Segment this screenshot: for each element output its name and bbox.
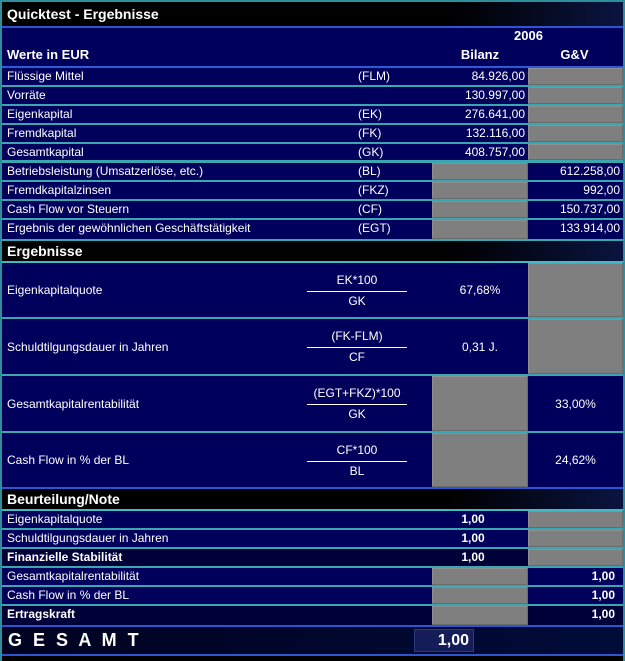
ratio-formula	[282, 376, 432, 431]
grand-total-value-cell[interactable]: 1,00	[414, 629, 474, 652]
bilanz-note-cell[interactable]: 1,00	[461, 531, 485, 545]
row-code	[358, 87, 432, 104]
gv-value-cell[interactable]: 612.258,00	[559, 164, 620, 178]
gv-locked-cell	[528, 530, 623, 547]
bilanz-locked-cell	[432, 587, 528, 604]
balance-input-section	[2, 68, 623, 163]
row-label: Vorräte	[7, 88, 46, 102]
column-header-gv: G&V	[560, 47, 589, 62]
values-unit-label: Werte in EUR	[7, 47, 90, 62]
fraction-line	[307, 404, 407, 405]
spacer	[358, 568, 432, 585]
gv-locked-cell	[528, 87, 623, 104]
gv-locked-cell	[528, 125, 623, 142]
gv-locked-cell	[528, 106, 623, 123]
formula-denominator: GK	[348, 407, 366, 421]
row-code: (GK)	[358, 145, 384, 159]
row-label: Flüssige Mittel	[7, 69, 84, 83]
row-label: Eigenkapital	[7, 107, 73, 121]
bilanz-locked-cell	[432, 182, 528, 199]
bilanz-value-cell[interactable]: 84.926,00	[471, 69, 525, 83]
spacer	[358, 549, 432, 566]
bilanz-result-cell[interactable]: 0,31 J.	[461, 339, 499, 354]
gv-locked-cell	[528, 144, 623, 160]
gv-locked-cell	[528, 511, 623, 528]
bilanz-locked-cell	[432, 163, 528, 180]
row-label: Gesamtkapital	[7, 145, 84, 159]
gv-value-cell[interactable]: 992,00	[583, 183, 620, 197]
ratio-formula	[282, 319, 432, 374]
bilanz-locked-cell	[432, 606, 528, 625]
row-code: (EK)	[358, 107, 382, 121]
results-section	[2, 263, 623, 487]
column-header	[2, 28, 623, 68]
row-label: Ergebnis der gewöhnlichen Geschäftstätigkeit	[7, 221, 251, 235]
spacer	[358, 587, 432, 604]
gv-result-cell[interactable]: 33,00%	[555, 396, 596, 411]
note-label: Ertragskraft	[7, 607, 76, 621]
fraction-line	[307, 347, 407, 348]
table-row	[2, 144, 623, 163]
sheet-title-bar	[2, 2, 623, 28]
note-label: Gesamtkapitalrentabilität	[7, 569, 140, 583]
ratio-formula	[282, 263, 432, 317]
note-row	[2, 530, 623, 549]
grand-total-row	[2, 625, 623, 656]
column-header-bilanz: Bilanz	[460, 47, 500, 62]
bilanz-value-cell[interactable]: 130.997,00	[464, 88, 525, 102]
results-section-title: Ergebnisse	[7, 243, 83, 259]
fraction-line	[307, 291, 407, 292]
note-label: Eigenkapitalquote	[7, 512, 103, 526]
table-row	[2, 87, 623, 106]
table-row	[2, 68, 623, 87]
table-row	[2, 201, 623, 220]
spacer	[358, 606, 432, 625]
ratio-label: Cash Flow in % der BL	[7, 453, 130, 467]
row-code: (FLM)	[358, 69, 390, 83]
spacer	[358, 511, 432, 528]
gv-note-cell[interactable]: 1,00	[591, 569, 615, 583]
bilanz-locked-cell	[432, 376, 528, 431]
ratio-formula	[282, 433, 432, 487]
formula-denominator: BL	[349, 463, 365, 478]
row-label: Cash Flow vor Steuern	[7, 202, 130, 216]
row-code: (CF)	[358, 202, 382, 216]
formula-denominator: CF	[349, 350, 365, 364]
bilanz-result-cell[interactable]: 67,68%	[459, 283, 501, 297]
table-row	[2, 220, 623, 239]
bilanz-locked-cell	[432, 568, 528, 585]
bottom-margin	[2, 656, 623, 661]
note-row	[2, 587, 623, 606]
row-code: (EGT)	[358, 221, 391, 235]
formula-numerator: (EGT+FKZ)*100	[313, 386, 401, 400]
table-row	[2, 163, 623, 182]
bilanz-locked-cell	[432, 220, 528, 239]
gv-note-cell[interactable]: 1,00	[591, 607, 615, 621]
row-code: (FKZ)	[358, 183, 389, 197]
ratio-label: Eigenkapitalquote	[7, 283, 103, 297]
row-label: Fremdkapitalzinsen	[7, 183, 112, 197]
formula-denominator: GK	[348, 293, 366, 308]
pl-input-section	[2, 163, 623, 239]
year-label: 2006	[514, 28, 543, 43]
bilanz-note-cell[interactable]: 1,00	[461, 512, 485, 526]
notes-section	[2, 511, 623, 625]
table-row	[2, 106, 623, 125]
sheet-title: Quicktest - Ergebnisse	[7, 6, 159, 22]
bilanz-note-cell[interactable]: 1,00	[461, 550, 485, 564]
bilanz-value-cell[interactable]: 276.641,00	[464, 107, 525, 121]
row-code: (BL)	[358, 164, 381, 178]
note-label: Schuldtilgungsdauer in Jahren	[7, 531, 169, 545]
gv-locked-cell	[528, 319, 623, 374]
gv-value-cell[interactable]: 133.914,00	[559, 221, 620, 235]
note-row	[2, 568, 623, 587]
ratio-row	[2, 376, 623, 433]
notes-section-header	[2, 487, 623, 511]
row-code: (FK)	[358, 126, 382, 140]
gv-note-cell[interactable]: 1,00	[591, 588, 615, 602]
ratio-row	[2, 263, 623, 319]
table-row	[2, 125, 623, 144]
bilanz-locked-cell	[432, 433, 528, 487]
ratio-label: Gesamtkapitalrentabilität	[7, 396, 140, 411]
bilanz-locked-cell	[432, 201, 528, 218]
grand-total-label: G E S A M T	[8, 630, 142, 650]
bilanz-value-cell[interactable]: 132.116,00	[465, 126, 525, 140]
ratio-row	[2, 319, 623, 376]
results-section-header	[2, 239, 623, 263]
formula-numerator: EK*100	[336, 272, 378, 287]
gv-locked-cell	[528, 263, 623, 317]
bilanz-value-cell[interactable]: 408.757,00	[464, 145, 525, 159]
gv-locked-cell	[528, 68, 623, 85]
ratio-label: Schuldtilgungsdauer in Jahren	[7, 339, 169, 354]
table-row	[2, 182, 623, 201]
spacer	[358, 530, 432, 547]
note-row	[2, 511, 623, 530]
gv-result-cell[interactable]: 24,62%	[555, 453, 596, 467]
gv-locked-cell	[528, 549, 623, 566]
notes-section-title: Beurteilung/Note	[7, 491, 120, 507]
row-label: Betriebsleistung (Umsatzerlöse, etc.)	[7, 164, 204, 178]
row-label: Fremdkapital	[7, 126, 77, 140]
note-row-subtotal	[2, 606, 623, 625]
fraction-line	[307, 461, 407, 462]
ratio-row	[2, 433, 623, 487]
formula-numerator: (FK-FLM)	[331, 329, 383, 343]
gv-value-cell[interactable]: 150.737,00	[559, 202, 620, 216]
note-row-subtotal	[2, 549, 623, 568]
formula-numerator: CF*100	[336, 442, 378, 457]
note-label: Finanzielle Stabilität	[7, 550, 123, 564]
note-label: Cash Flow in % der BL	[7, 588, 130, 602]
